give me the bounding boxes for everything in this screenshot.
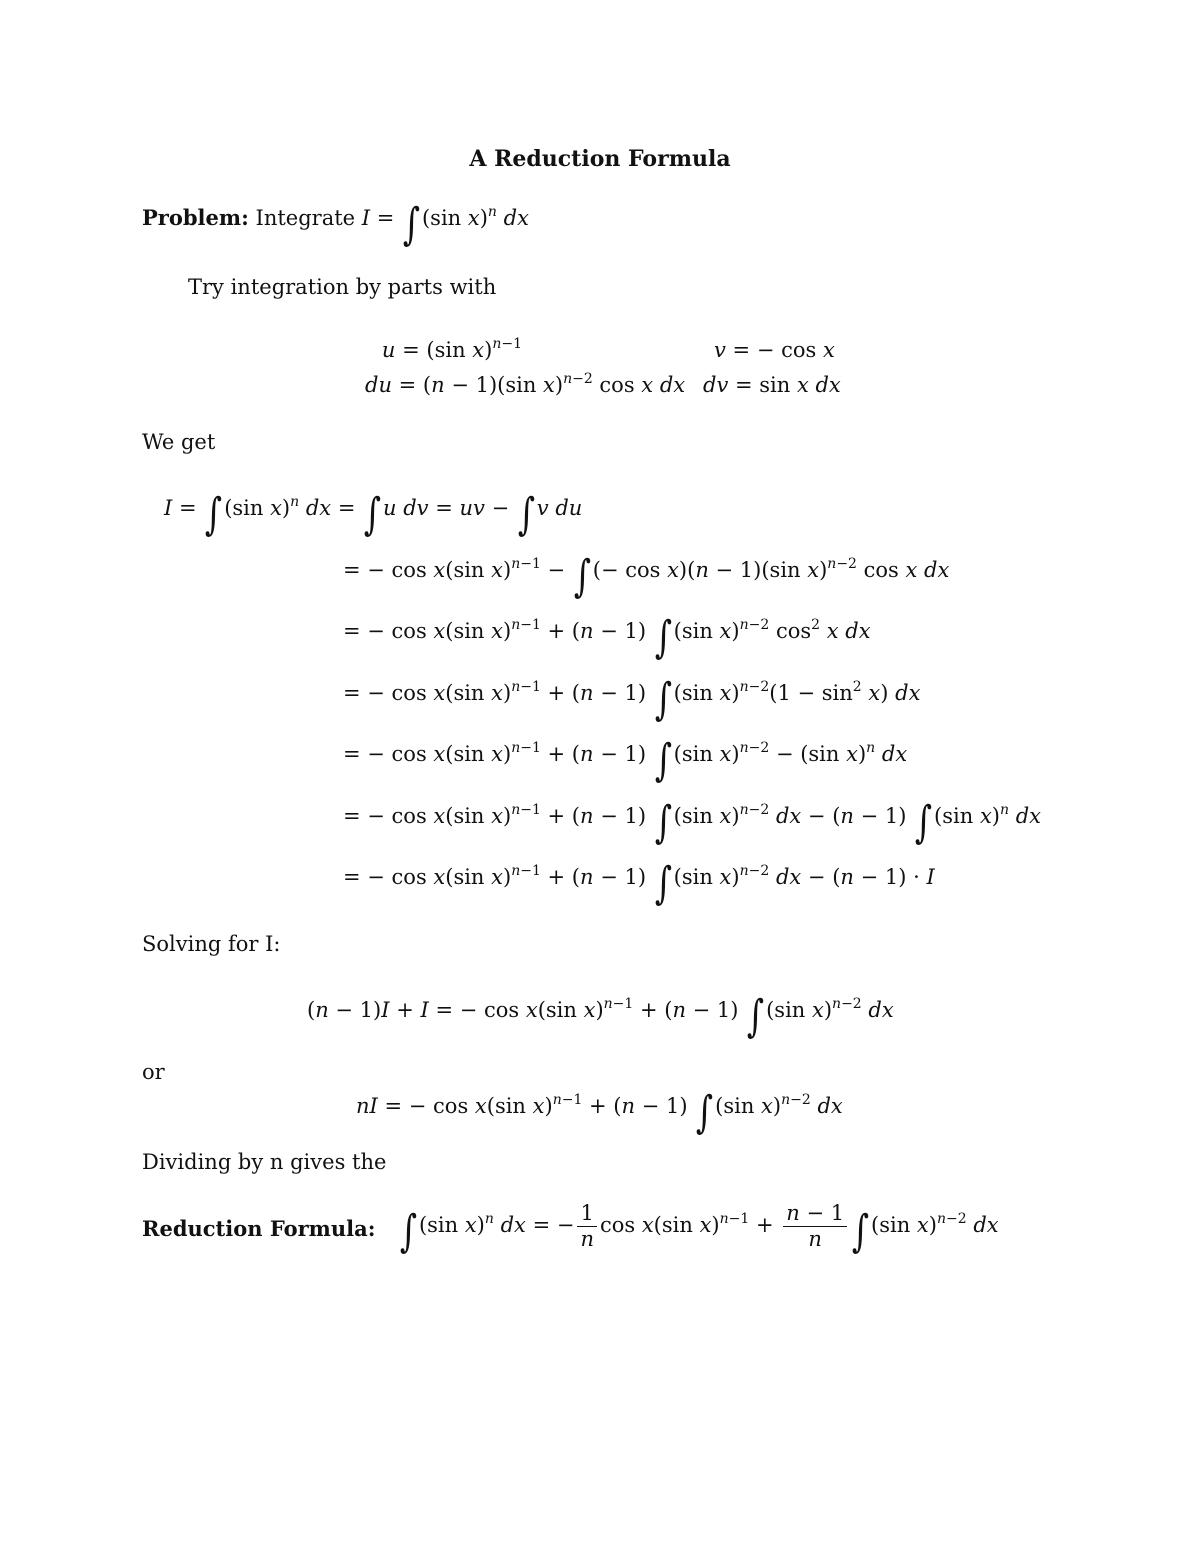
parts-v: v = − cos x <box>714 338 835 362</box>
dividing-text: Dividing by n gives the <box>142 1150 387 1174</box>
problem-integrand: I = ∫(sin x)$^n$ dx <box>361 199 529 251</box>
solve-equation: (n − 1)I + I = − cos x(sin x)$^{n-1}$ + (n − 1) ∫(sin x)$^{n-2}$ dx <box>307 991 894 1043</box>
problem-text: Integrate <box>255 206 356 230</box>
reduction-label: Reduction Formula: <box>142 1216 376 1241</box>
derivation-line-3: = − cos x(sin x)$^{n-1}$ + (n − 1) ∫(sin x)$^{n-2}$ $\cos^2 x$ dx <box>343 612 871 664</box>
or-text: or <box>142 1060 165 1084</box>
problem-label: Problem: <box>142 205 249 230</box>
derivation-line-1: I = ∫(sin x)$^n$ dx = ∫u dv = uv − ∫v du <box>164 489 583 541</box>
derivation-line-7: = − cos x(sin x)$^{n-1}$ + (n − 1) ∫(sin x)$^{n-2}$ dx − (n − 1) · I <box>343 858 935 910</box>
we-get-text: We get <box>142 430 216 454</box>
problem-line <box>142 199 529 251</box>
derivation-line-5: = − cos x(sin x)$^{n-1}$ + (n − 1) ∫(sin x)$^{n-2}$ − (sin x)$^n$ dx <box>343 735 908 787</box>
parts-dv: dv = sin x dx <box>703 373 841 397</box>
intro-text: Try integration by parts with <box>188 275 497 299</box>
solving-text: Solving for I: <box>142 932 281 956</box>
parts-du: du = (n − 1)(sin x)$^{n-2}$ cos x dx <box>365 371 686 397</box>
reduction-formula: ∫(sin x)$^n$ dx = − $\frac{1}{n}$ cos x(sin x)$^{n-1}$ + $\frac{n - 1}{n}$ ∫(sin x)$^{n-2}$ dx <box>399 1201 999 1258</box>
derivation-line-2: = − cos x(sin x)$^{n-1}$ − ∫(− cos x)(n − 1)(sin x)$^{n-2}$ cos x dx <box>343 551 950 603</box>
derivation-line-6: = − cos x(sin x)$^{n-1}$ + (n − 1) ∫(sin x)$^{n-2}$ dx − (n − 1) ∫(sin x)$^n$ dx <box>343 797 1041 849</box>
derivation-line-4: = − cos x(sin x)$^{n-1}$ + (n − 1) ∫(sin $x)^{n-2}(1 - \sin^2 x)$ dx <box>343 674 921 726</box>
nI-equation: nI = − cos x(sin x)$^{n-1}$ + (n − 1) ∫(sin x)$^{n-2}$ dx <box>356 1087 843 1139</box>
parts-u: u = (sin x)$^{n-1}$ <box>381 336 522 362</box>
page-title: A Reduction Formula <box>469 146 731 172</box>
